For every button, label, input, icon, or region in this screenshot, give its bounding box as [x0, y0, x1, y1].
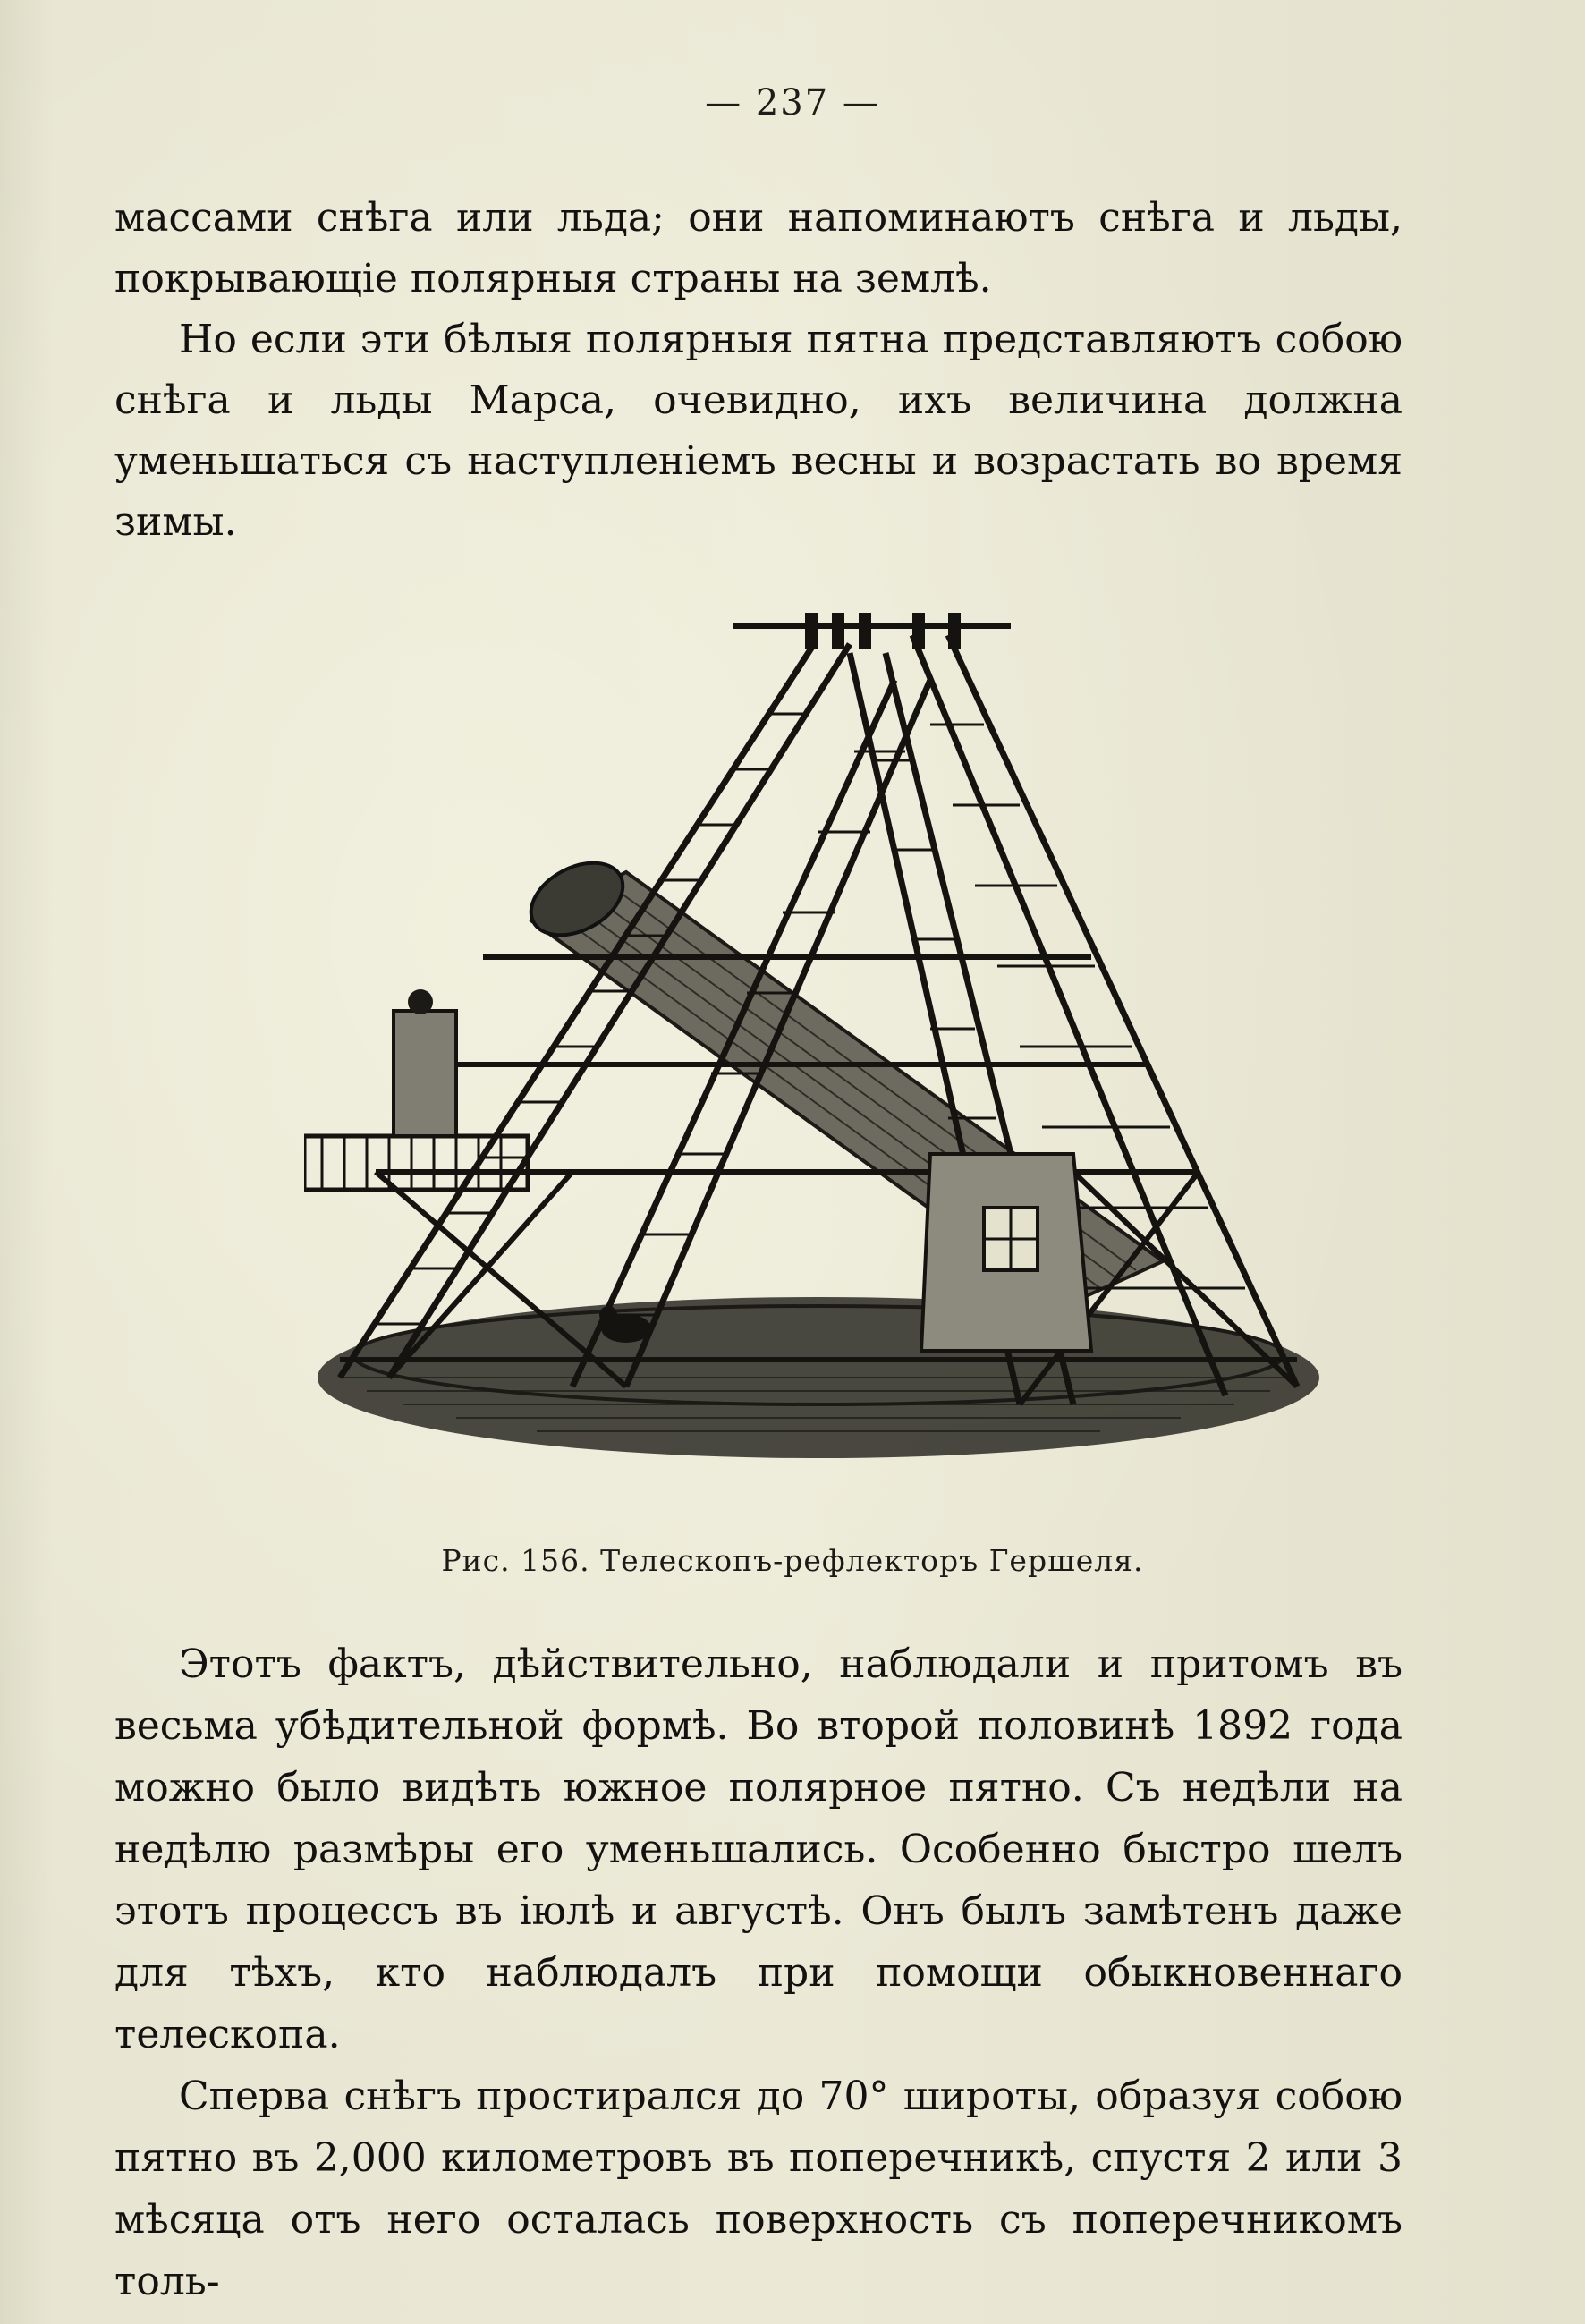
observer-gallery	[304, 989, 528, 1190]
paragraph-4: Сперва снѣгъ простирался до 70° широты, образуя собою пятно въ 2,000 километровъ въ поперечникѣ, спустя 2 или 3 мѣсяца отъ него осталась поверхность съ поперечникомъ толь-	[114, 2074, 1403, 2304]
paragraph-2: Но если эти бѣлыя полярныя пятна представляютъ собою снѣга и льды Марса, очевидно, ихъ величина должна уменьшаться съ наступленіемъ весны и возрастать во время зимы.	[114, 317, 1403, 545]
herschel-telescope-illustration	[304, 528, 1333, 1521]
paragraph-3: Этотъ фактъ, дѣйствительно, наблюдали и притомъ въ весьма убѣдительной формѣ. Во второй половинѣ 1892 года можно было видѣть южное полярное пятно. Съ недѣли на недѣлю размѣры его уменьшались. Особенно быстро шелъ этотъ процессъ въ іюлѣ и августѣ. Онъ былъ замѣтенъ даже для тѣхъ, кто наблюдалъ при помощи обыкновеннаго телескопа.	[114, 1641, 1403, 2057]
top-text-block	[114, 188, 1403, 553]
figure-caption: Рис. 156. Телескопъ-рефлекторъ Гершеля.	[441, 1543, 1144, 1578]
paragraph-1: массами снѣга или льда; они напоминаютъ снѣга и льды, покрывающіе полярныя страны на землѣ.	[114, 195, 1403, 301]
bottom-text-block	[114, 1633, 1403, 2312]
page-number: — 237 —	[705, 82, 880, 123]
hut	[921, 1154, 1091, 1351]
